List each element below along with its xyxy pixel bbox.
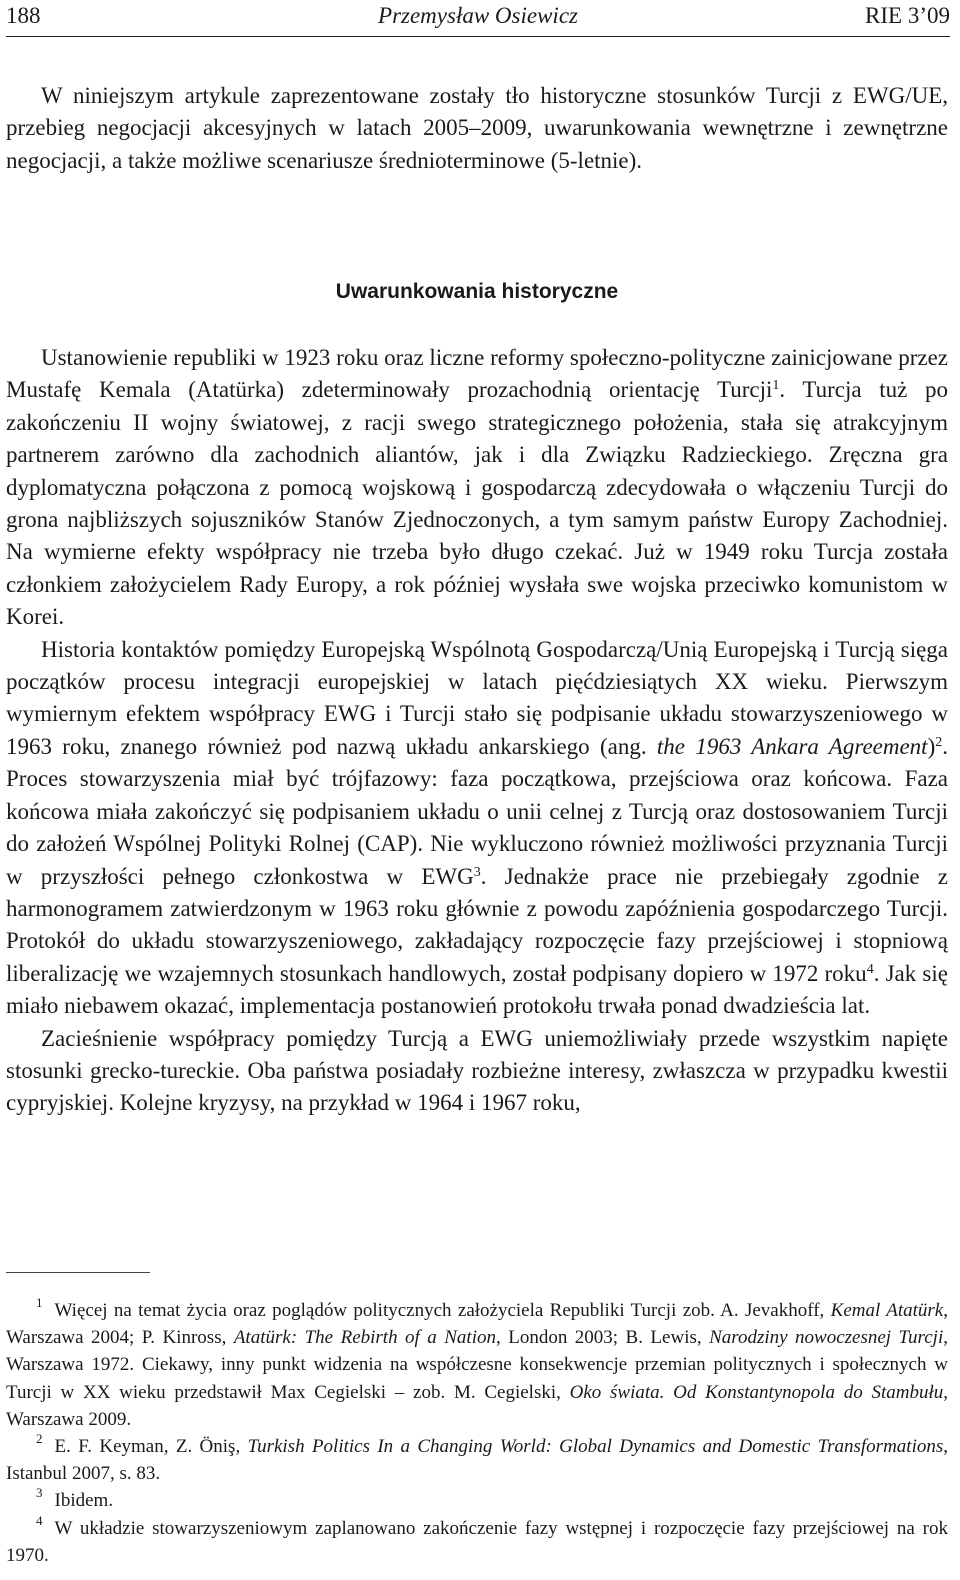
main-text (6, 342, 948, 1120)
paragraph-2-text-e: . Jak się miało niebawem okazać, implementacja postanowień protokołu trwała ponad dwadzieścia lat. (6, 960, 948, 1019)
footnote-2-title-1: Turkish Politics In a Changing World: Global Dynamics and Domestic Transformations (247, 1436, 944, 1458)
intro-paragraph (6, 80, 948, 177)
footnote-separator (6, 1272, 150, 1273)
footnote-1-title-2: Atatürk: The Rebirth of a Nation (233, 1327, 496, 1349)
header-author: Przemysław Osiewicz (378, 3, 578, 28)
header-page-number: 188 (6, 3, 41, 28)
header-journal: RIE 3’09 (865, 3, 950, 28)
footnote-1-mark: 1 (36, 1295, 43, 1310)
footnote-4 (6, 1512, 948, 1569)
paragraph-2-text-c: . Proces stowarzyszenia miał być trójfazowy: faza początkowa, przejściowa oraz końcowa. Faza końcowa miała zakończyć się podpisaniem układu o unii celnej z Turcją oraz dostosowaniem Turcji do założeń Wspólnej Polityki Rolnej (CAP). Nie wykluczono również możliwości przyznania Turcji w przyszłości pełnego członkostwa w EWG (6, 733, 948, 889)
footnote-ref-3[interactable]: 3 (473, 864, 481, 880)
footnote-1-text-d: , Warszawa 1972. Ciekawy, inny punkt widzenia na współczesne konsekwencje przemian politycznych i społecznych w Turcji w XX wieku przedstawił Max Cegielski – zob. M. Cegielski, (6, 1327, 948, 1403)
intro-text: W niniejszym artykule zaprezentowane zostały tło historyczne stosunków Turcji z EWG/UE, przebieg negocjacji akcesyjnych w latach 2005–2009, uwarunkowania wewnętrzne i zewnętrzne negocjacji, a także możliwe scenariusze średnioterminowe (5-letnie). (6, 83, 948, 173)
paragraph-1 (6, 342, 948, 634)
paragraph-2-text-a: Historia kontaktów pomiędzy Europejską Wspólnotą Gospodarczą/Unią Europejską i Turcją sięga początków procesu integracji europejskiej w latach pięćdziesiątych XX wieku. Pierwszym wymiernym efektem współpracy EWG i Turcji stało się podpisanie układu stowarzyszeniowego w 1963 roku, znanego również pod nazwą układu ankarskiego (ang. (6, 636, 948, 759)
footnote-1-title-4: Oko świata. Od Konstantynopola do Stambułu (569, 1381, 944, 1403)
footnote-2-text-a: E. F. Keyman, Z. Öniş, (54, 1436, 248, 1458)
footnote-2-text-b: , Istanbul 2007, s. 83. (6, 1436, 948, 1485)
paragraph-2-text-d: . Jednakże prace nie przebiegały zgodnie z harmonogramem zatwierdzonym w 1963 roku głównie z powodu zapóźnienia gospodarczego Turcji. Protokół do układu stowarzyszeniowego, zakładający rozpoczęcie fazy przejściowej i stopniową liberalizację we wzajemnych stosunkach handlowych, został podpisany dopiero w 1972 roku (6, 863, 948, 986)
footnote-1-title-1: Kemal Atatürk (830, 1300, 944, 1321)
footnote-1-text-e: , Warszawa 2009. (6, 1381, 948, 1430)
footnote-ref-2[interactable]: 2 (935, 734, 943, 750)
footnotes (6, 1297, 948, 1569)
footnote-3 (6, 1487, 948, 1514)
footnote-1-title-3: Narodziny nowoczesnej Turcji (709, 1327, 944, 1349)
footnote-3-text: Ibidem. (54, 1490, 114, 1512)
footnote-ref-1[interactable]: 1 (772, 378, 780, 394)
paragraph-2-italic-title: the 1963 Ankara Agreement (656, 733, 928, 759)
footnote-1-text-c: , London 2003; B. Lewis, (496, 1327, 710, 1349)
paragraph-2 (6, 634, 948, 1023)
footnote-3-mark: 3 (36, 1485, 43, 1501)
footnote-1-text-a: Więcej na temat życia oraz poglądów politycznych założyciela Republiki Turcji zob. A. Jevakhoff, (54, 1300, 831, 1321)
footnote-4-text: W układzie stowarzyszeniowym zaplanowano zakończenie fazy wstępnej i rozpoczęcie fazy przejściowej na rok 1970. (6, 1517, 948, 1566)
paragraph-1-text-b: . Turcja tuż po zakończeniu II wojny światowej, z racji swego strategicznego położenia, stała się atrakcyjnym partnerem zarówno dla zachodnich aliantów, jak i dla Związku Radzieckiego. Zręczna gra dyplomatyczna połączona z pomocą wojskową i gospodarczą zdecydowała o włączeniu Turcji do grona najbliższych sojuszników Stanów Zjednoczonych, a tym samym państw Europy Zachodniej. Na wymierne efekty współpracy nie trzeba było długo czekać. Już w 1949 roku Turcja została członkiem założycielem Rady Europy, a rok później wysłała swe wojska przeciwko komunistom w Korei. (6, 377, 948, 630)
header-rule (6, 36, 950, 37)
paragraph-3: Zacieśnienie współpracy pomiędzy Turcją a EWG uniemożliwiały przede wszystkim napięte stosunki grecko-tureckie. Oba państwa posiadały rozbieżne interesy, zwłaszcza w przypadku kwestii cypryjskiej. Kolejne kryzysy, na przykład w 1964 i 1967 roku, (6, 1025, 948, 1116)
footnote-1 (6, 1297, 948, 1433)
footnote-1-text-b: , Warszawa 2004; P. Kinross, (6, 1300, 948, 1349)
paragraph-2-text-b: ) (927, 733, 936, 759)
footnote-4-mark: 4 (36, 1512, 43, 1528)
footnote-2-mark: 2 (36, 1431, 43, 1447)
section-heading: Uwarunkowania historyczne (335, 280, 619, 303)
footnote-2 (6, 1433, 948, 1487)
footnote-ref-4[interactable]: 4 (866, 961, 874, 977)
paragraph-1-text-a: Ustanowienie republiki w 1923 roku oraz liczne reformy społeczno-polityczne zainicjowane przez Mustafę Kemala (Atatürka) zdeterminowały prozachodnią orientację Turcji (6, 345, 948, 403)
running-header (6, 0, 950, 32)
